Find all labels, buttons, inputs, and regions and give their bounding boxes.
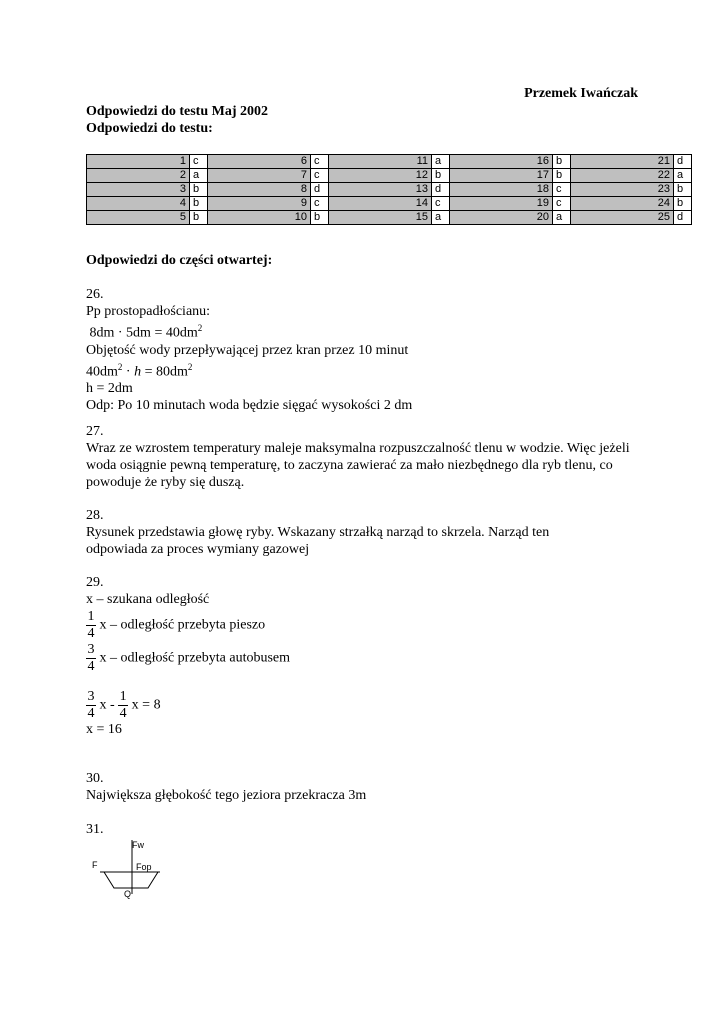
question-number: 30.: [86, 771, 104, 786]
answer-cell: b: [311, 211, 329, 225]
question-number-cell: 6: [208, 155, 311, 169]
answer-cell: a: [432, 155, 450, 169]
question-number-cell: 3: [87, 183, 190, 197]
answer-cell: b: [190, 183, 208, 197]
test-answers-heading: Odpowiedzi do testu:: [86, 121, 213, 136]
answer-cell: a: [432, 211, 450, 225]
equation-line: $8dm \cdot 5dm = 40dm^2$: [89, 323, 203, 341]
fraction-line: $\frac{3}{4}$ x – odległość przebyta autobusem: [87, 642, 291, 674]
question-number-cell: 10: [208, 211, 311, 225]
table-row: [87, 183, 692, 197]
text-line: h = 2dm: [86, 381, 133, 397]
open-part-heading: Odpowiedzi do części otwartej:: [86, 253, 273, 268]
question-number-cell: 15: [329, 211, 432, 225]
answer-cell: d: [674, 211, 692, 225]
question-26: [86, 286, 412, 414]
question-number-cell: 17: [450, 169, 553, 183]
question-number: 27.: [86, 424, 104, 439]
question-number-cell: 18: [450, 183, 553, 197]
answer-cell: a: [190, 169, 208, 183]
answer-cell: b: [432, 169, 450, 183]
question-number-cell: 24: [571, 197, 674, 211]
answer-cell: c: [553, 183, 571, 197]
question-number-cell: 19: [450, 197, 553, 211]
result-line: x = 16: [86, 722, 122, 737]
question-number-cell: 1: [87, 155, 190, 169]
text-line: Objętość wody przepływającej przez kran przez 10 minut: [86, 342, 409, 358]
label-q: Q: [124, 889, 132, 899]
answer-text: Największa głębokość tego jeziora przekracza 3m: [86, 788, 367, 803]
document-title: Odpowiedzi do testu Maj 2002: [86, 104, 268, 119]
question-number-cell: 2: [87, 169, 190, 183]
answer-cell: d: [674, 155, 692, 169]
question-number: 29.: [86, 575, 104, 590]
question-number: 26.: [86, 287, 104, 302]
answer-cell: b: [190, 211, 208, 225]
answer-cell: b: [190, 197, 208, 211]
question-number-cell: 5: [87, 211, 190, 225]
answer-cell: d: [432, 183, 450, 197]
question-number-cell: 25: [571, 211, 674, 225]
forces-diagram: [86, 838, 176, 900]
label-f: F: [92, 860, 98, 870]
answer-cell: c: [432, 197, 450, 211]
question-number: 28.: [86, 508, 104, 523]
question-number-cell: 22: [571, 169, 674, 183]
author-name: Przemek Iwańczak: [524, 86, 638, 101]
fraction-line: $\frac{1}{4}$ x – odległość przebyta pieszo: [87, 609, 266, 641]
answer-cell: c: [553, 197, 571, 211]
question-number-cell: 20: [450, 211, 553, 225]
question-number-cell: 16: [450, 155, 553, 169]
answer-cell: c: [311, 197, 329, 211]
question-number-cell: 7: [208, 169, 311, 183]
question-number-cell: 4: [87, 197, 190, 211]
answer-cell: b: [674, 183, 692, 197]
question-28: [86, 507, 606, 558]
table-row: [87, 211, 692, 225]
label-fw: Fw: [132, 840, 144, 850]
answer-cell: c: [190, 155, 208, 169]
question-number-cell: 11: [329, 155, 432, 169]
question-30: [86, 770, 366, 804]
answer-line: Odp: Po 10 minutach woda będzie sięgać wysokości 2 dm: [86, 398, 413, 414]
question-31: [86, 821, 104, 838]
question-number-cell: 8: [208, 183, 311, 197]
question-number-cell: 13: [329, 183, 432, 197]
question-number-cell: 12: [329, 169, 432, 183]
question-number: 31.: [86, 822, 104, 837]
answer-cell: a: [553, 211, 571, 225]
text-line: Pp prostopadłościanu:: [86, 304, 211, 319]
answer-cell: b: [674, 197, 692, 211]
question-27: [86, 423, 646, 491]
question-29: [86, 574, 290, 738]
table-row: [87, 155, 692, 169]
answer-cell: a: [674, 169, 692, 183]
question-number-cell: 23: [571, 183, 674, 197]
equation-line: $40dm^2 \cdot h = 80dm^2$: [86, 361, 193, 380]
question-number-cell: 21: [571, 155, 674, 169]
answers-table: [86, 154, 692, 225]
answer-cell: c: [311, 155, 329, 169]
answer-cell: b: [553, 155, 571, 169]
text-line: x – szukana odległość: [86, 592, 210, 607]
answer-cell: b: [553, 169, 571, 183]
table-row: [87, 197, 692, 211]
equation-line: $\frac{3}{4}$ x - $\frac{1}{4}$ x = 8: [87, 689, 161, 721]
answer-text: Rysunek przedstawia głowę ryby. Wskazany strzałką narząd to skrzela. Narząd ten odpowiada za proces wymiany gazowej: [86, 525, 550, 557]
question-number-cell: 9: [208, 197, 311, 211]
label-fop: Fop: [136, 862, 152, 872]
boat-shape: [104, 872, 158, 888]
answer-cell: c: [311, 169, 329, 183]
answer-text: Wraz ze wzrostem temperatury maleje maksymalna rozpuszczalność tlenu w wodzie. Więc jeżeli woda osiągnie pewną temperaturę, to zaczyna zawierać za mało niezbędnego dla ryb tlenu, co powoduje że ryby się duszą.: [86, 441, 630, 490]
question-number-cell: 14: [329, 197, 432, 211]
table-row: [87, 169, 692, 183]
answer-cell: d: [311, 183, 329, 197]
